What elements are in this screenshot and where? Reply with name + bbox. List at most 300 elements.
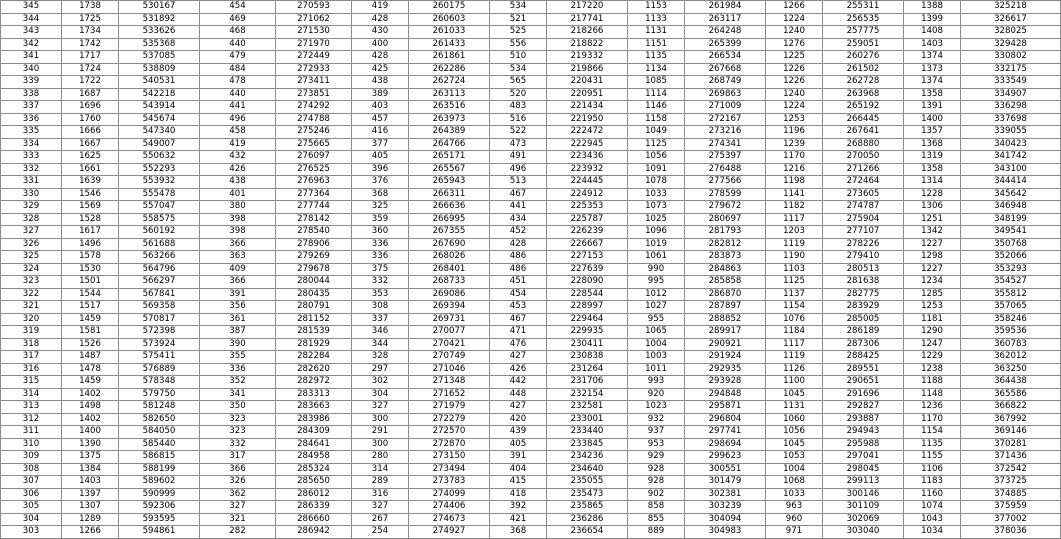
table-cell: 305 [1,501,62,514]
table-cell: 282812 [685,238,766,251]
table-cell: 261033 [409,26,490,39]
table-cell: 267355 [409,226,490,239]
table-cell: 323 [1,276,62,289]
table-cell: 1238 [904,363,961,376]
table-cell: 378036 [961,526,1061,539]
table-cell: 432 [200,151,276,164]
table-cell: 963 [766,501,823,514]
table-cell: 280 [352,451,409,464]
table-cell: 271062 [276,13,352,26]
table-cell: 1091 [628,163,685,176]
table-cell: 284641 [276,438,352,451]
table-cell: 1033 [766,488,823,501]
table-cell: 278599 [685,188,766,201]
table-cell: 1228 [904,188,961,201]
table-cell: 220951 [547,88,628,101]
table-cell: 1078 [628,176,685,189]
table-row [1,213,1061,226]
table-cell: 225787 [547,213,628,226]
table-cell: 285324 [276,463,352,476]
table-cell: 273216 [685,126,766,139]
table-cell: 280697 [685,213,766,226]
table-cell: 581248 [119,401,200,414]
table-cell: 1358 [904,88,961,101]
table-cell: 353293 [961,263,1061,276]
table-cell: 271970 [276,38,352,51]
table-cell: 377 [352,138,409,151]
table-cell: 226239 [547,226,628,239]
table-cell: 1399 [904,13,961,26]
table-cell: 336 [1,113,62,126]
table-cell: 297 [352,363,409,376]
table-cell: 1253 [904,301,961,314]
table-cell: 513 [490,176,547,189]
table-cell: 510 [490,51,547,64]
table-cell: 1617 [62,226,119,239]
table-cell: 1368 [904,138,961,151]
table-cell: 300146 [823,488,904,501]
table-cell: 280513 [823,263,904,276]
table-cell: 1391 [904,101,961,114]
table-cell: 271009 [685,101,766,114]
table-cell: 1717 [62,51,119,64]
table-cell: 1358 [904,163,961,176]
table-row [1,201,1061,214]
table-cell: 272570 [409,426,490,439]
table-cell: 483 [490,101,547,114]
table-cell: 473 [490,138,547,151]
table-cell: 332 [1,163,62,176]
table-cell: 1135 [904,438,961,451]
table-cell: 367992 [961,413,1061,426]
table-row [1,126,1061,139]
table-cell: 262728 [823,76,904,89]
table-cell: 1661 [62,163,119,176]
table-cell: 1076 [766,313,823,326]
table-cell: 287306 [823,338,904,351]
table-cell: 1319 [904,151,961,164]
table-cell: 366 [200,238,276,251]
table-cell: 281638 [823,276,904,289]
table-cell: 589602 [119,476,200,489]
table-row [1,113,1061,126]
table-cell: 294943 [823,426,904,439]
table-cell: 1224 [766,13,823,26]
table-cell: 426 [490,363,547,376]
table-cell: 550632 [119,151,200,164]
table-cell: 299623 [685,451,766,464]
table-row [1,251,1061,264]
table-cell: 1131 [766,401,823,414]
table-cell: 330 [1,188,62,201]
table-cell: 304 [1,513,62,526]
table-cell: 545674 [119,113,200,126]
table-cell: 301109 [823,501,904,514]
table-cell: 236654 [547,526,628,539]
table-row [1,226,1061,239]
table-cell: 289551 [823,363,904,376]
table-cell: 346 [352,326,409,339]
table-cell: 266995 [409,213,490,226]
table-cell: 1027 [628,301,685,314]
table-cell: 231264 [547,363,628,376]
table-cell: 401 [200,188,276,201]
table-cell: 329428 [961,38,1061,51]
table-cell: 300551 [685,463,766,476]
table-cell: 337 [1,101,62,114]
table-cell: 263117 [685,13,766,26]
table-cell: 363 [200,251,276,264]
table-cell: 274788 [276,113,352,126]
table-cell: 1226 [766,63,823,76]
table-cell: 278142 [276,213,352,226]
table-cell: 1134 [628,63,685,76]
table-cell: 400 [352,38,409,51]
table-cell: 303040 [823,526,904,539]
table-cell: 1687 [62,88,119,101]
table-cell: 1276 [766,38,823,51]
table-cell: 920 [628,388,685,401]
table-cell: 1569 [62,201,119,214]
table-cell: 235865 [547,501,628,514]
table-cell: 467 [490,188,547,201]
table-cell: 284863 [685,263,766,276]
table-cell: 260276 [823,51,904,64]
table-cell: 302 [352,376,409,389]
table-cell: 960 [766,513,823,526]
table-cell: 307 [1,476,62,489]
table-cell: 297741 [685,426,766,439]
table-cell: 592306 [119,501,200,514]
table-cell: 1106 [904,463,961,476]
table-row [1,63,1061,76]
table-cell: 263973 [409,113,490,126]
table-cell: 353 [352,288,409,301]
table-cell: 286942 [276,526,352,539]
table-row [1,101,1061,114]
table-cell: 1696 [62,101,119,114]
table-cell: 344414 [961,176,1061,189]
table-cell: 1408 [904,26,961,39]
table-cell: 327 [200,501,276,514]
table-cell: 1004 [766,463,823,476]
table-cell: 321 [200,513,276,526]
table-cell: 323 [200,426,276,439]
table-cell: 439 [490,426,547,439]
table-cell: 1181 [904,313,961,326]
table-cell: 392 [490,501,547,514]
table-row [1,188,1061,201]
table-row [1,151,1061,164]
table-cell: 427 [490,401,547,414]
table-cell: 1374 [904,76,961,89]
table-cell: 373725 [961,476,1061,489]
table-cell: 561688 [119,238,200,251]
table-row [1,351,1061,364]
table-cell: 457 [352,113,409,126]
table-cell: 563266 [119,251,200,264]
table-cell: 289917 [685,326,766,339]
table-cell: 266311 [409,188,490,201]
table-cell: 257775 [823,26,904,39]
table-cell: 286660 [276,513,352,526]
table-cell: 521 [490,13,547,26]
table-cell: 578348 [119,376,200,389]
table-cell: 376 [352,176,409,189]
table-cell: 1253 [766,113,823,126]
table-cell: 1133 [628,13,685,26]
table-cell: 278540 [276,226,352,239]
table-cell: 1400 [904,113,961,126]
table-cell: 361 [200,313,276,326]
table-cell: 359536 [961,326,1061,339]
table-cell: 325 [352,201,409,214]
table-cell: 277744 [276,201,352,214]
table-cell: 284309 [276,426,352,439]
table-cell: 1517 [62,301,119,314]
table-cell: 279269 [276,251,352,264]
table-cell: 267690 [409,238,490,251]
table-cell: 276097 [276,151,352,164]
table-cell: 312 [1,413,62,426]
table-cell: 391 [490,451,547,464]
table-cell: 219332 [547,51,628,64]
table-row [1,76,1061,89]
table-cell: 374885 [961,488,1061,501]
table-cell: 225353 [547,201,628,214]
table-cell: 261433 [409,38,490,51]
table-row [1,301,1061,314]
table-cell: 1153 [628,1,685,14]
table-row [1,426,1061,439]
table-cell: 332175 [961,63,1061,76]
table-cell: 557047 [119,201,200,214]
table-cell: 1402 [62,413,119,426]
table-cell: 313 [1,401,62,414]
table-cell: 224912 [547,188,628,201]
table-cell: 1290 [904,326,961,339]
table-cell: 1085 [628,76,685,89]
table-cell: 570817 [119,313,200,326]
table-cell: 223932 [547,163,628,176]
table-cell: 282 [200,526,276,539]
table-cell: 228544 [547,288,628,301]
table-row [1,413,1061,426]
table-cell: 292827 [823,401,904,414]
table-cell: 368 [490,526,547,539]
table-cell: 358246 [961,313,1061,326]
table-cell: 362012 [961,351,1061,364]
table-cell: 1478 [62,363,119,376]
table-cell: 368 [352,188,409,201]
table-cell: 270593 [276,1,352,14]
table-cell: 266636 [409,201,490,214]
table-cell: 971 [766,526,823,539]
table-cell: 1266 [766,1,823,14]
table-cell: 902 [628,488,685,501]
table-cell: 235055 [547,476,628,489]
table-row [1,238,1061,251]
table-cell: 276525 [276,163,352,176]
table-cell: 268880 [823,138,904,151]
table-cell: 428 [352,51,409,64]
table-cell: 298694 [685,438,766,451]
table-cell: 416 [352,126,409,139]
table-cell: 288425 [823,351,904,364]
table-cell: 525 [490,26,547,39]
table-cell: 274406 [409,501,490,514]
table-cell: 415 [490,476,547,489]
table-cell: 329 [1,201,62,214]
table-cell: 223436 [547,151,628,164]
table-cell: 272167 [685,113,766,126]
table-cell: 328 [352,351,409,364]
table-cell: 380 [200,201,276,214]
table-cell: 281152 [276,313,352,326]
table-cell: 264766 [409,138,490,151]
table-cell: 369146 [961,426,1061,439]
table-cell: 282284 [276,351,352,364]
table-cell: 1229 [904,351,961,364]
table-cell: 303 [1,526,62,539]
table-cell: 337 [352,313,409,326]
table-cell: 289 [352,476,409,489]
table-row [1,138,1061,151]
table-cell: 332 [200,438,276,451]
table-cell: 1141 [766,188,823,201]
table-cell: 314 [352,463,409,476]
table-cell: 340 [1,63,62,76]
table-cell: 928 [628,463,685,476]
table-cell: 1096 [628,226,685,239]
table-cell: 268401 [409,263,490,276]
table-cell: 273494 [409,463,490,476]
table-cell: 572398 [119,326,200,339]
table-cell: 371436 [961,451,1061,464]
table-cell: 389 [352,88,409,101]
table-cell: 403 [352,101,409,114]
table-cell: 458 [200,126,276,139]
table-cell: 1307 [62,501,119,514]
table-cell: 302381 [685,488,766,501]
table-cell: 273851 [276,88,352,101]
table-cell: 479 [200,51,276,64]
table-cell: 441 [200,101,276,114]
table-cell: 282620 [276,363,352,376]
table-cell: 1196 [766,126,823,139]
table-cell: 350 [200,401,276,414]
table-cell: 343100 [961,163,1061,176]
table-cell: 341 [1,51,62,64]
table-cell: 322 [1,288,62,301]
table-cell: 1240 [766,26,823,39]
table-cell: 1125 [766,276,823,289]
table-cell: 486 [490,251,547,264]
table-cell: 273605 [823,188,904,201]
table-cell: 420 [490,413,547,426]
table-cell: 1170 [766,151,823,164]
table-cell: 268733 [409,276,490,289]
table-cell: 426 [200,163,276,176]
table-cell: 990 [628,263,685,276]
table-cell: 1666 [62,126,119,139]
table-cell: 294848 [685,388,766,401]
table-cell: 265943 [409,176,490,189]
table-cell: 273150 [409,451,490,464]
table-cell: 478 [200,76,276,89]
table-cell: 271530 [276,26,352,39]
table-cell: 1135 [628,51,685,64]
table-cell: 299113 [823,476,904,489]
table-cell: 1183 [904,476,961,489]
table-cell: 1068 [766,476,823,489]
table-cell: 321 [1,301,62,314]
table-cell: 280791 [276,301,352,314]
table-cell: 304983 [685,526,766,539]
table-cell: 469 [200,13,276,26]
table-cell: 270421 [409,338,490,351]
table-cell: 1045 [766,388,823,401]
table-cell: 327 [352,501,409,514]
table-cell: 585440 [119,438,200,451]
table-cell: 542218 [119,88,200,101]
table-cell: 1501 [62,276,119,289]
table-cell: 263968 [823,88,904,101]
table-cell: 232154 [547,388,628,401]
table-cell: 331 [1,176,62,189]
table-cell: 327 [1,226,62,239]
table-cell: 1190 [766,251,823,264]
table-row [1,13,1061,26]
table-cell: 366822 [961,401,1061,414]
table-cell: 301479 [685,476,766,489]
table-cell: 265399 [685,38,766,51]
table-cell: 262724 [409,76,490,89]
table-cell: 271348 [409,376,490,389]
table-cell: 281793 [685,226,766,239]
table-cell: 303239 [685,501,766,514]
table-cell: 281929 [276,338,352,351]
table-cell: 320 [1,313,62,326]
table-cell: 467 [490,313,547,326]
table-cell: 288852 [685,313,766,326]
table-cell: 484 [200,63,276,76]
table-cell: 1158 [628,113,685,126]
table-cell: 352 [200,376,276,389]
table-cell: 453 [490,301,547,314]
table-cell: 232581 [547,401,628,414]
table-cell: 266534 [685,51,766,64]
table-cell: 516 [490,113,547,126]
table-cell: 375959 [961,501,1061,514]
table-cell: 364438 [961,376,1061,389]
table-cell: 360 [352,226,409,239]
table-cell: 575411 [119,351,200,364]
table-cell: 326 [200,476,276,489]
table-cell: 336 [352,251,409,264]
table-cell: 230411 [547,338,628,351]
table-cell: 233440 [547,426,628,439]
table-cell: 262286 [409,63,490,76]
table-cell: 339 [1,76,62,89]
table-cell: 304094 [685,513,766,526]
table-cell: 227153 [547,251,628,264]
table-cell: 1182 [766,201,823,214]
table-cell: 533626 [119,26,200,39]
table-cell: 267668 [685,63,766,76]
table-cell: 254 [352,526,409,539]
table-cell: 298045 [823,463,904,476]
